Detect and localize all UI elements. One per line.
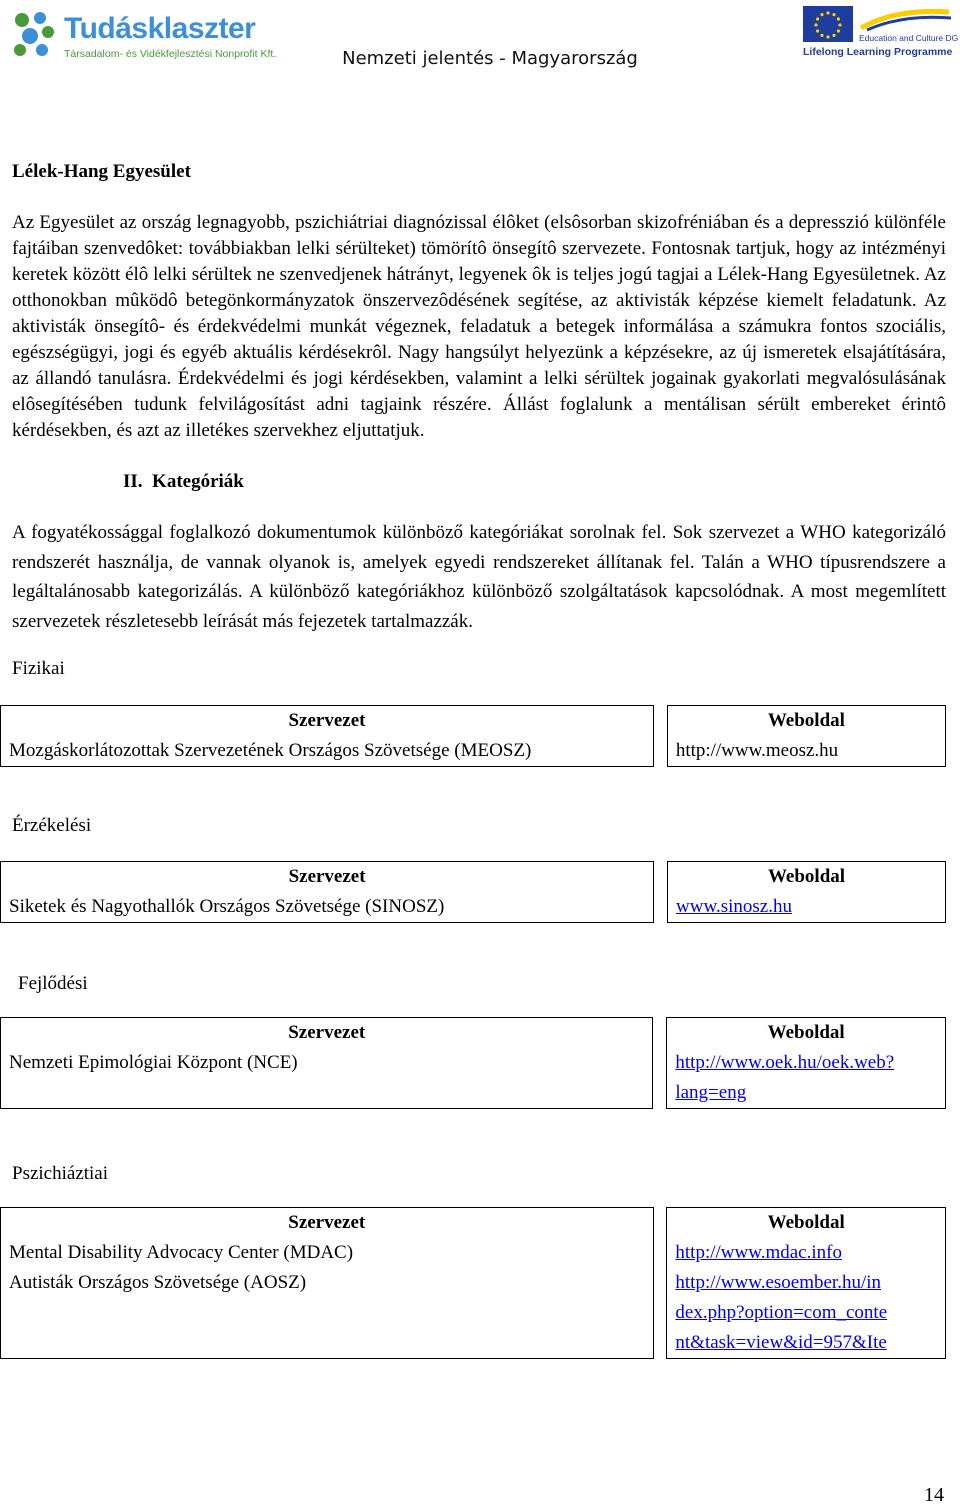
table-cell-web	[667, 1238, 946, 1359]
org-aosz: Autisták Országos Szövetsége (AOSZ)	[9, 1272, 307, 1293]
org-mdac: Mental Disability Advocacy Center (MDAC)	[9, 1242, 354, 1263]
table-fizikai	[0, 705, 946, 767]
section-heading-lelek-hang: Lélek-Hang Egyesület	[12, 161, 191, 182]
col-header-weboldal: Weboldal	[668, 862, 946, 893]
category-label-fizikai: Fizikai	[12, 658, 65, 679]
col-header-szervezet: Szervezet	[1, 1208, 654, 1239]
col-header-szervezet: Szervezet	[1, 706, 654, 737]
link-sinosz[interactable]: www.sinosz.hu	[676, 896, 792, 917]
eu-llp-logo	[803, 6, 959, 64]
table-erzekelesi	[0, 861, 946, 923]
link-mdac[interactable]: http://www.mdac.info	[675, 1242, 842, 1263]
table-cell-org: Mozgáskorlátozottak Szervezetének Országos Szövetsége (MEOSZ)	[1, 736, 654, 767]
table-cell-web	[667, 736, 945, 767]
category-label-pszichiatriai: Pszichiáztiai	[12, 1163, 109, 1184]
table-fejlodesi	[0, 1017, 946, 1109]
document-body	[9, 158, 946, 1359]
table-cell-org	[1, 1238, 654, 1359]
col-header-szervezet: Szervezet	[1, 1018, 653, 1049]
link-esoember-line3[interactable]: nt&task=view&id=957&Ite	[675, 1332, 887, 1353]
table-pszichiatriai	[0, 1207, 946, 1359]
logo-title: Tudásklaszter	[64, 12, 256, 45]
page-header	[0, 0, 960, 80]
eu-flag-icon	[803, 6, 853, 42]
section-number: II.	[123, 471, 143, 492]
link-esoember-line2[interactable]: dex.php?option=com_conte	[675, 1302, 888, 1323]
table-cell-org: Siketek és Nagyothallók Országos Szövetsége (SINOSZ)	[1, 892, 654, 923]
link-meosz[interactable]: http://www.meosz.hu	[675, 740, 839, 761]
link-oek-line1[interactable]: http://www.oek.hu/oek.web?	[675, 1052, 895, 1073]
llp-swoosh-icon	[857, 6, 953, 32]
logo-subtitle: Társadalom- és Vidékfejlesztési Nonprofit Kft.	[64, 48, 277, 60]
section-heading-kategoriak	[12, 468, 946, 496]
page-number: 14	[924, 1484, 944, 1506]
lelek-hang-paragraph: Az Egyesület az ország legnagyobb, pszichiátriai diagnózissal élôket (elsôsorban skizofréniában és a depresszió különféle fajtáiban szenvedôket: továbbiakban lelki sérülteket) tömörítô önsegítô szervezete. Fontosnak tartjuk, hogy az intézményi keretek között élô lelki sérültek ne szenvedjenek hátrányt, legyenek ôk is teljes jogú tagjai a Lélek-Hang Egyesületnek. Az otthonokban mûködô betegönkormányzatok önszervezôdésének segítése, az aktivisták képzése kiemelt feladatunk. Az aktivisták önsegítô- és érdekvédelmi munkát végeznek, feladatuk a betegek informálása a számukra fontos szociális, egészségügyi, jogi és egyéb aktuális kérdésekrôl. Nagy hangsúlyt helyezünk a képzésekre, az új ismeretek elsajátítására, az állandó tanulásra. Érdekvédelmi és jogi kérdésekben, valamint a lelki sérültek jogainak gyakorlati megvalósulásának elôsegítésében tudunk felvilágosítást adni tagjaink részére. Állást foglalunk a mentálisan sérült embereket érintô kérdésekben, és azt az illetékes szervekhez eljuttatjuk.	[12, 212, 946, 441]
col-header-weboldal: Weboldal	[667, 1208, 946, 1239]
kategoriak-paragraph: A fogyatékossággal foglalkozó dokumentumok különböző kategóriákat sorolnak fel. Sok szervezet a WHO kategorizáló rendszerét használja, de vannak olyanok is, amelyek egyedi rendszereket állítanak fel. Talán a WHO típusrendszere a legáltalánosabb kategorizálás. A különböző kategóriákhoz különböző szolgáltatások kapcsolódnak. A most megemlített szervezetek részletesebb leírását más fejezetek tartalmazzák.	[12, 522, 946, 632]
table-cell-web	[668, 892, 946, 923]
document-title: Nemzeti jelentés - Magyarország	[342, 48, 638, 69]
link-oek-line2[interactable]: lang=eng	[675, 1082, 747, 1103]
table-cell-org: Nemzeti Epimológiai Központ (NCE)	[1, 1048, 653, 1109]
col-header-weboldal: Weboldal	[667, 1018, 946, 1049]
llp-text: Lifelong Learning Programme	[803, 46, 953, 58]
category-label-erzekelesi: Érzékelési	[12, 815, 92, 836]
table-cell-web	[667, 1048, 946, 1109]
col-header-weboldal: Weboldal	[667, 706, 945, 737]
section-title: Kategóriák	[152, 471, 244, 492]
link-esoember-line1[interactable]: http://www.esoember.hu/in	[675, 1272, 882, 1293]
eu-dg-text: Education and Culture DG	[859, 33, 959, 43]
col-header-szervezet: Szervezet	[1, 862, 654, 893]
category-label-fejlodesi: Fejlődési	[18, 973, 88, 994]
